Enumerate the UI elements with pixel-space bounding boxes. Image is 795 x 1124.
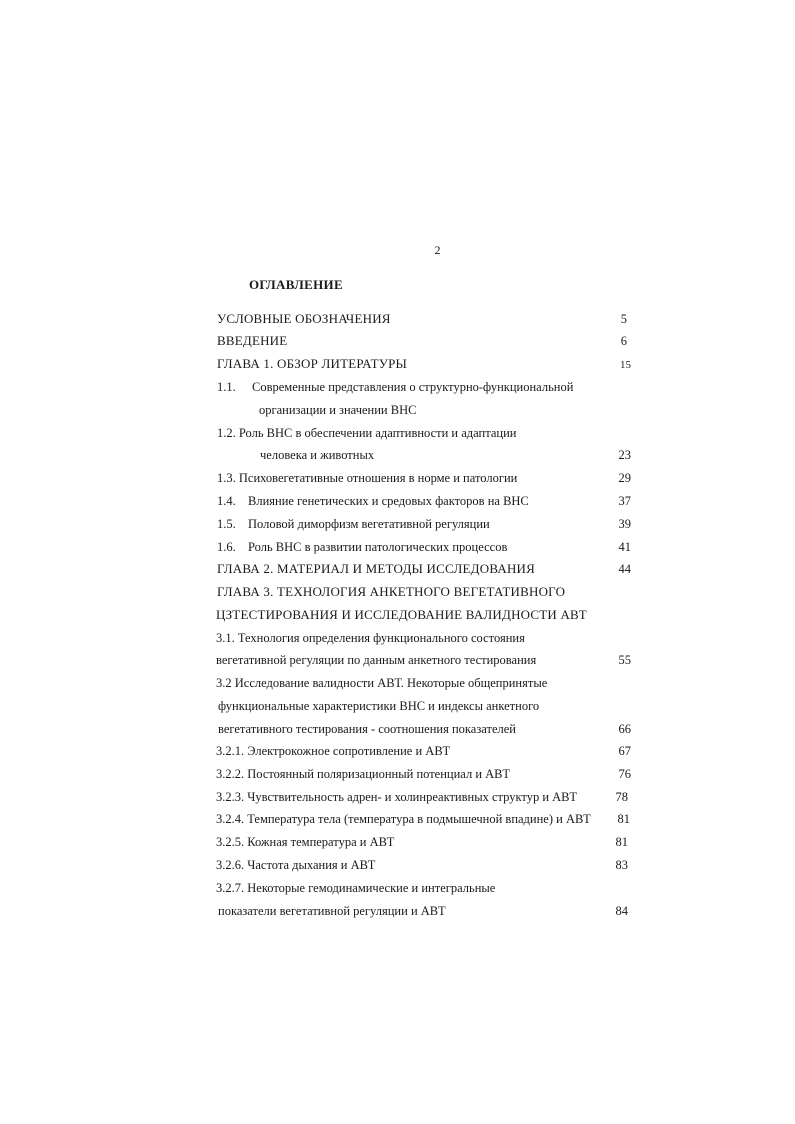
toc-entry-page: 41 [618, 540, 631, 554]
toc-entry-page: 6 [620, 334, 627, 348]
toc-entry-page: 81 [615, 835, 628, 849]
toc-entry-text: ВВЕДЕНИЕ [217, 333, 288, 348]
toc-entry-text: показатели вегетативной регуляции и АВТ [218, 904, 446, 918]
toc-entry-text: 1.2. Роль ВНС в обеспечении адаптивности и адаптации [217, 426, 517, 440]
toc-entry-text: человека и животных [260, 448, 375, 462]
toc-entry-text: Роль ВНС в развитии патологических процессов [248, 540, 508, 554]
page-number: 2 [434, 243, 441, 257]
toc-entry-page: 23 [618, 448, 631, 462]
toc-entry-text: организации и значении ВНС [259, 403, 417, 417]
toc-entry-text: 3.2.6. Частота дыхания и АВТ [216, 858, 376, 872]
toc-entry-number: 1.5. [217, 517, 236, 531]
toc-entry-page: 39 [618, 517, 631, 531]
toc-entry-page: 67 [618, 744, 631, 758]
toc-entry-text: ГЛАВА 1. ОБЗОР ЛИТЕРАТУРЫ [217, 356, 408, 371]
toc-entry-text: 3.2.2. Постоянный поляризационный потенциал и АВТ [216, 767, 510, 781]
toc-entry-number: 1.6. [217, 540, 236, 554]
toc-entry-text: вегетативного тестирования - соотношения показателей [218, 722, 516, 736]
toc-entry-page: 84 [615, 904, 628, 918]
toc-entry-text: вегетативной регуляции по данным анкетного тестирования [216, 653, 537, 667]
toc-entry-text: ЦЗТЕСТИРОВАНИЯ И ИССЛЕДОВАНИЕ ВАЛИДНОСТИ АВТ [216, 607, 587, 622]
toc-entry-text: 3.2.7. Некоторые гемодинамические и интегральные [216, 881, 496, 895]
toc-entry-page: 83 [615, 858, 628, 872]
toc-entry-text: УСЛОВНЫЕ ОБОЗНАЧЕНИЯ [217, 311, 391, 326]
toc-entry-text: ГЛАВА 2. МАТЕРИАЛ И МЕТОДЫ ИССЛЕДОВАНИЯ [217, 561, 536, 576]
toc-entry-text: 3.1. Технология определения функционального состояния [216, 631, 525, 645]
toc-entry-text: 3.2.3. Чувствительность адрен- и холинреактивных структур и АВТ [216, 790, 577, 804]
toc-entry-page: 76 [618, 767, 631, 781]
toc-entry-text: Современные представления о структурно-функциональной [252, 380, 574, 394]
toc-entry-text: Влияние генетических и средовых факторов на ВНС [248, 494, 529, 508]
toc-entry-text: функциональные характеристики ВНС и индексы анкетного [218, 699, 540, 713]
toc-entry-page: 66 [618, 722, 631, 736]
toc-entry-page: 15 [620, 359, 631, 371]
toc-entry-page: 44 [618, 562, 631, 576]
toc-entry-page: 81 [617, 812, 630, 826]
toc-entry-text: 3.2.5. Кожная температура и АВТ [216, 835, 395, 849]
toc-entry-text: Половой диморфизм вегетативной регуляции [248, 517, 490, 531]
toc-entry-text: 3.2.1. Электрокожное сопротивление и АВТ [216, 744, 451, 758]
toc-entry-page: 29 [618, 471, 631, 485]
toc-title: ОГЛАВЛЕНИЕ [249, 277, 343, 292]
toc-entry-page: 5 [620, 312, 627, 326]
toc-entry-number: 1.1. [217, 380, 236, 394]
toc-entry-text: 1.3. Психовегетативные отношения в норме и патологии [217, 471, 518, 485]
toc-entry-page: 55 [618, 653, 631, 667]
toc-entry-number: 1.4. [217, 494, 236, 508]
toc-entry-text: 3.2.4. Температура тела (температура в подмышечной впадине) и АВТ [216, 812, 591, 826]
toc-entry-text: 3.2 Исследование валидности АВТ. Некоторые общепринятые [216, 676, 548, 690]
toc-entry-text: ГЛАВА 3. ТЕХНОЛОГИЯ АНКЕТНОГО ВЕГЕТАТИВНОГО [217, 584, 566, 599]
toc-entry-page: 78 [615, 790, 628, 804]
toc-entry-page: 37 [618, 494, 631, 508]
